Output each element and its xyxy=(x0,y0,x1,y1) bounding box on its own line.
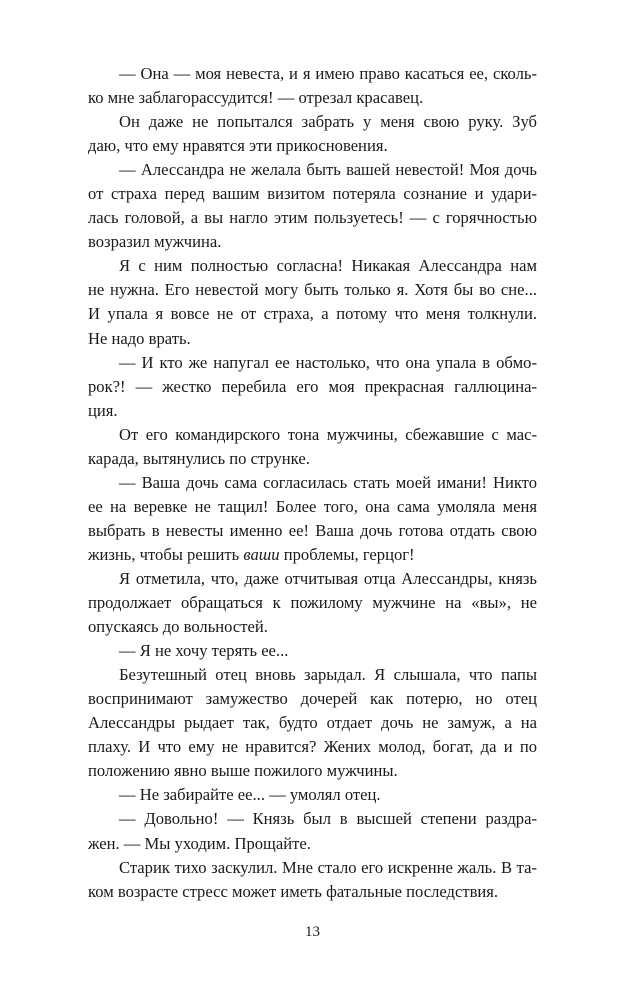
text-line: карада, вытянулись по струнке. xyxy=(88,448,310,468)
text-line: Я с ним полностью согласна! Никакая Алессандра нам xyxy=(119,256,537,276)
text-line: — И кто же напугал ее настолько, что она упала в обмо- xyxy=(119,352,537,372)
text-line: Безутешный отец вновь зарыдал. Я слышала, что папы xyxy=(119,665,537,685)
text-line: опускаясь до вольностей. xyxy=(88,617,268,637)
text-line: Я отметила, что, даже отчитывая отца Алессандры, князь xyxy=(119,568,537,588)
text-line: ко мне заблагорассудится! — отрезал красавец. xyxy=(88,88,424,108)
text-line: И упала я вовсе не от страха, а потому что меня толкнули. xyxy=(88,304,537,324)
text-line: — Довольно! — Князь был в высшей степени раздра- xyxy=(119,809,537,829)
text-line: — Я не хочу терять ее... xyxy=(119,641,289,661)
book-page-body xyxy=(88,62,537,904)
text-line: От его командирского тона мужчины, сбежавшие с мас- xyxy=(119,424,537,444)
text-line: ее на веревке не тащил! Более того, она сама умоляла меня xyxy=(88,496,537,516)
text-line: — Ваша дочь сама согласилась стать моей имани! Никто xyxy=(119,472,537,492)
text-line: не нужна. Его невестой могу быть только я. Хотя бы во сне... xyxy=(88,280,537,300)
text-line: продолжает обращаться к пожилому мужчине на «вы», не xyxy=(88,593,537,613)
text-line: — Не забирайте ее... — умолял отец. xyxy=(119,785,381,805)
text-line: ком возрасте стресс может иметь фатальные последствия. xyxy=(88,881,499,901)
text-line: ция. xyxy=(88,400,118,420)
text-line: возразил мужчина. xyxy=(88,232,222,252)
text-line: выбрать в невесты именно ее! Ваша дочь готова отдать свою xyxy=(88,520,537,540)
text-line: воспринимают замужество дочерей как потерю, но отец xyxy=(88,689,537,709)
text-line: от страха перед вашим визитом потеряла сознание и удари- xyxy=(88,184,537,204)
text-line: Он даже не попытался забрать у меня свою руку. Зуб xyxy=(119,112,537,132)
text-line: Не надо врать. xyxy=(88,328,191,348)
text-line: — Алессандра не желала быть вашей невестой! Моя дочь xyxy=(119,160,537,180)
text-line: жен. — Мы уходим. Прощайте. xyxy=(88,833,311,853)
text-line: плаху. И что ему не нравится? Жених молод, богат, да и по xyxy=(88,737,537,757)
text-line: — Она — моя невеста, и я имею право касаться ее, сколь- xyxy=(119,64,537,83)
text-line: даю, что ему нравятся эти прикосновения. xyxy=(88,136,388,156)
text-segment: жизнь, чтобы решить xyxy=(88,544,244,564)
text-line: рок?! — жестко перебила его моя прекрасная галлюцина- xyxy=(88,376,537,396)
text-line xyxy=(88,543,537,567)
emphasized-word: ваши xyxy=(243,544,280,564)
text-segment: проблемы, герцог! xyxy=(279,544,415,564)
text-line: Алессандры рыдает так, будто отдает дочь не замуж, а на xyxy=(88,713,537,733)
text-line: Старик тихо заскулил. Мне стало его искренне жаль. В та- xyxy=(119,857,537,877)
text-line: положению явно выше пожилого мужчины. xyxy=(88,761,398,781)
page-number: 13 xyxy=(305,924,320,940)
text-line: лась головой, а вы нагло этим пользуетесь! — с горячностью xyxy=(88,208,537,228)
